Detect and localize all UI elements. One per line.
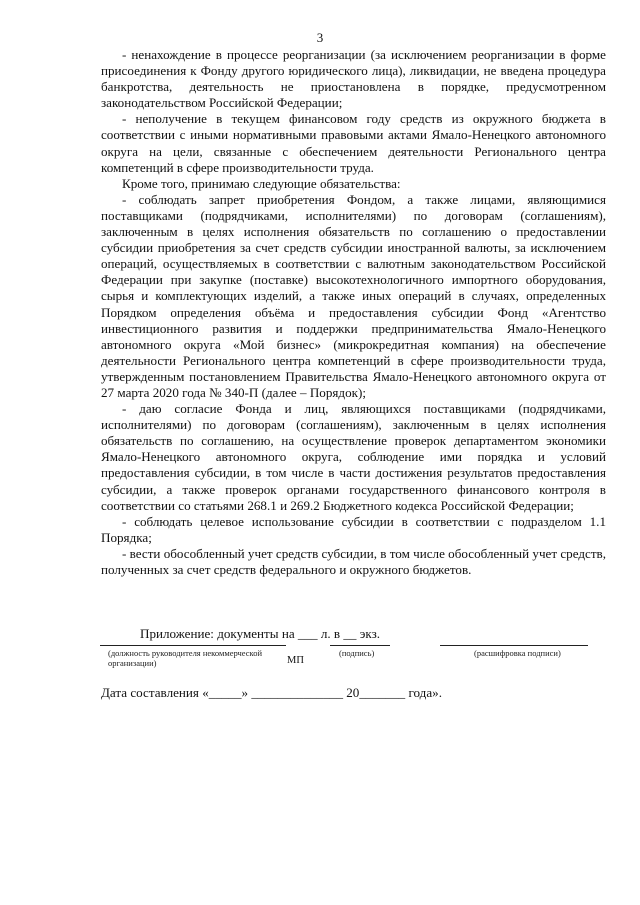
date-line: Дата составления «_____» ______________ 20_______ года». bbox=[101, 685, 442, 700]
stamp-placeholder: МП bbox=[287, 655, 304, 666]
decoding-signature-line bbox=[440, 645, 588, 646]
document-body bbox=[101, 47, 606, 578]
paragraph-currency-ban: - соблюдать запрет приобретения Фондом, а также лицами, являющимися поставщиками (подрядчиками, исполнителями) по договорам (соглашениям), заключенным в целях исполнения обязательств по соглашению о предоставлении субсидии приобретения за счет средств субсидии иностранной валюты, за исключением операций, осуществляемых в соответствии с валютным законодательством Российской Федерации при закупке (поставке) высокотехнологичного импортного оборудования, сырья и комплектующих изделий, а также иных операций в случаях, определенных Порядком определения объёма и предоставления субсидии Фонд «Агентство инвестиционного развития и поддержки предпринимательства Ямало-Ненецкого автономного округа «Мой бизнес» (микрокредитная компания) на обеспечение деятельности Регионального центра компетенций в сфере производительности труда, утвержденным постановлением Правительства Ямало-Ненецкого автономного округа от 27 марта 2020 года № 340-П (далее – Порядок); bbox=[101, 191, 606, 400]
page-number: 3 bbox=[316, 30, 324, 45]
paragraph-obligations-intro: Кроме того, принимаю следующие обязательства: bbox=[122, 175, 401, 191]
paragraph-no-reorganization: - ненахождение в процессе реорганизации (за исключением реорганизации в форме присоединения к Фонду другого юридического лица), ликвидации, не введена процедура банкротства, деятельность не приостановлена в порядке, предусмотренном законодательством Российской Федерации; bbox=[101, 47, 606, 111]
decoding-caption: (расшифровка подписи) bbox=[474, 648, 561, 658]
paragraph-separate-accounting: - вести обособленный учет средств субсидии, в том числе обособленный учет средств, полученных за счет средств федерального и окружного бюджетов. bbox=[101, 545, 606, 577]
position-signature-line bbox=[100, 645, 286, 646]
position-caption: (должность руководителя некоммерческой организации) bbox=[108, 648, 263, 668]
signature-line bbox=[330, 645, 390, 646]
signature-caption: (подпись) bbox=[339, 648, 375, 658]
attachment-line: Приложение: документы на ___ л. в __ экз. bbox=[140, 626, 381, 641]
paragraph-no-other-funds: - неполучение в текущем финансовом году средств из окружного бюджета в соответствии с иными нормативными правовыми актами Ямало-Ненецкого автономного округа на цели, связанные с обеспечением деятельности Регионального центра компетенций в сфере производительности труда. bbox=[101, 111, 606, 175]
paragraph-target-use: - соблюдать целевое использование субсидии в соответствии с подразделом 1.1 Порядка; bbox=[101, 513, 606, 545]
paragraph-audit-consent: - даю согласие Фонда и лиц, являющихся поставщиками (подрядчиками, исполнителями) по договорам (соглашениям), заключенным в целях исполнения обязательств по соглашению, на осуществление проверок департаментом экономики Ямало-Ненецкого автономного округа, соблюдение ими порядка и условий предоставления субсидии, в том числе в части достижения результатов предоставления субсидии, а также проверок органами государственного финансового контроля в соответствии со статьями 268.1 и 269.2 Бюджетного кодекса Российской Федерации; bbox=[101, 401, 606, 513]
